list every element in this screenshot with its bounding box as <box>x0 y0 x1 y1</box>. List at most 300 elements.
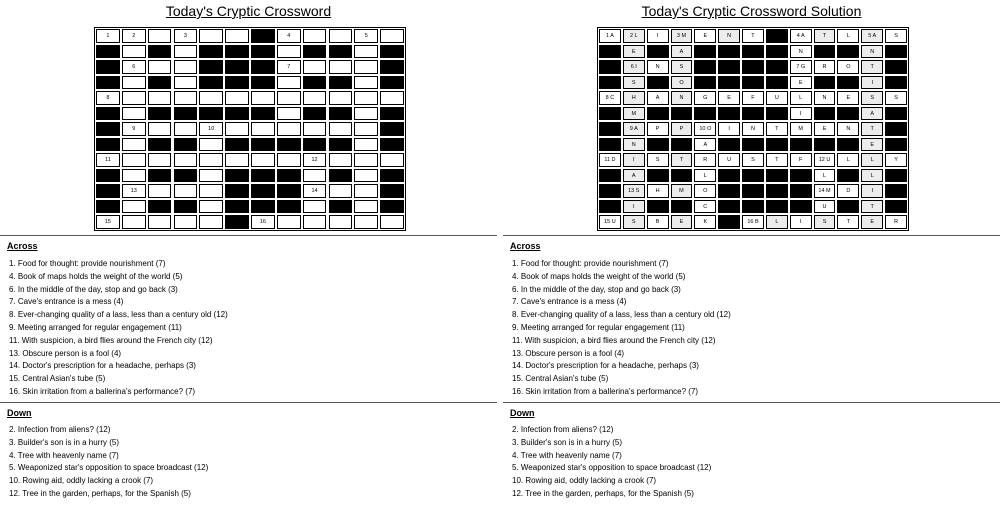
block-cell <box>174 169 198 183</box>
grid-cell <box>837 215 859 229</box>
block-cell <box>380 60 404 74</box>
grid-cell <box>354 200 378 214</box>
grid-cell <box>790 107 812 121</box>
block-cell <box>885 60 907 74</box>
grid-cell <box>718 29 740 43</box>
block-cell <box>742 138 764 152</box>
grid-cell <box>885 91 907 105</box>
block-cell <box>251 107 275 121</box>
cell-label: E <box>822 126 827 133</box>
block-cell <box>814 107 836 121</box>
block-cell <box>885 45 907 59</box>
cell-label: N <box>846 126 851 133</box>
grid-cell <box>225 29 249 43</box>
down-clue: 10. Rowing aid, oddly lacking a crook (7) <box>9 476 154 486</box>
grid-cell <box>174 91 198 105</box>
block-cell <box>96 184 120 198</box>
cell-label: 2 L <box>629 33 638 39</box>
block-cell <box>599 76 621 90</box>
grid-cell <box>599 29 621 43</box>
grid-cell <box>861 29 883 43</box>
grid-cell <box>694 200 716 214</box>
cell-label: C <box>703 203 708 210</box>
cell-label: T <box>870 126 874 133</box>
grid-cell <box>861 45 883 59</box>
grid-cell <box>623 153 645 167</box>
grid-cell <box>303 169 327 183</box>
grid-cell <box>623 169 645 183</box>
block-cell <box>251 60 275 74</box>
grid-cell <box>329 29 353 43</box>
cell-label: Y <box>894 157 898 164</box>
block-cell <box>814 76 836 90</box>
block-cell <box>742 184 764 198</box>
grid-cell <box>599 91 621 105</box>
cell-label: 16 <box>259 219 266 226</box>
block-cell <box>96 60 120 74</box>
block-cell <box>225 107 249 121</box>
cell-label: F <box>799 157 803 164</box>
grid-cell <box>354 29 378 43</box>
grid-cell <box>790 29 812 43</box>
divider <box>0 402 497 403</box>
block-cell <box>718 184 740 198</box>
cell-label: 5 A <box>868 33 877 39</box>
block-cell <box>837 169 859 183</box>
block-cell <box>225 169 249 183</box>
block-cell <box>148 169 172 183</box>
block-cell <box>225 76 249 90</box>
block-cell <box>380 169 404 183</box>
grid-cell <box>354 122 378 136</box>
block-cell <box>814 138 836 152</box>
grid-cell <box>837 60 859 74</box>
cell-label: 1 A <box>605 33 614 39</box>
grid-cell <box>861 91 883 105</box>
block-cell <box>277 138 301 152</box>
cell-label: I <box>633 157 635 164</box>
block-cell <box>251 200 275 214</box>
block-cell <box>174 107 198 121</box>
cell-label: 14 <box>311 188 318 195</box>
grid-cell <box>623 60 645 74</box>
grid-cell <box>861 215 883 229</box>
solution-grid <box>597 27 909 231</box>
cell-label: L <box>846 157 850 164</box>
grid-cell <box>766 215 788 229</box>
grid-cell <box>647 29 669 43</box>
grid-cell <box>122 29 146 43</box>
grid-cell <box>122 107 146 121</box>
cell-label: 7 G <box>796 64 806 71</box>
grid-cell <box>599 153 621 167</box>
block-cell <box>599 45 621 59</box>
cell-label: I <box>799 219 802 226</box>
grid-cell <box>647 122 669 136</box>
grid-cell <box>742 122 764 136</box>
grid-cell <box>277 29 301 43</box>
grid-cell <box>199 122 223 136</box>
cell-label: T <box>775 126 779 133</box>
cell-label: 7 <box>287 64 291 71</box>
block-cell <box>277 200 301 214</box>
across-clue: 6. In the middle of the day, stop and go back (3) <box>9 284 178 294</box>
across-heading: Across <box>7 241 38 251</box>
block-cell <box>647 138 669 152</box>
grid-cell <box>329 215 353 229</box>
cell-label: E <box>679 219 684 226</box>
grid-cell <box>122 91 146 105</box>
block-cell <box>837 200 859 214</box>
grid-cell <box>354 91 378 105</box>
block-cell <box>647 45 669 59</box>
block-cell <box>837 76 859 90</box>
grid-cell <box>837 122 859 136</box>
cell-label: R <box>822 64 827 71</box>
block-cell <box>742 107 764 121</box>
cell-label: 5 <box>364 33 368 39</box>
cell-label: U <box>727 157 732 164</box>
block-cell <box>718 107 740 121</box>
grid-cell <box>303 153 327 167</box>
cell-label: 16 B <box>747 219 759 226</box>
grid-cell <box>837 29 859 43</box>
across-clue: 11. With suspicion, a bird flies around the French city (12) <box>512 335 716 345</box>
grid-cell <box>199 215 223 229</box>
grid-cell <box>225 91 249 105</box>
cell-label: S <box>894 33 898 39</box>
cell-label: S <box>870 95 875 102</box>
grid-cell <box>790 76 812 90</box>
cell-label: L <box>775 219 779 226</box>
cell-label: 8 C <box>605 95 615 102</box>
grid-cell <box>790 45 812 59</box>
cell-label: 11 D <box>604 157 616 164</box>
block-cell <box>837 138 859 152</box>
cell-label: L <box>870 157 874 164</box>
grid-cell <box>148 184 172 198</box>
across-clue: 15. Central Asian's tube (5) <box>9 374 106 384</box>
across-clue: 4. Book of maps holds the weight of the world (5) <box>9 271 183 281</box>
cell-label: U <box>822 203 827 210</box>
grid-cell <box>694 184 716 198</box>
cell-label: 4 A <box>796 33 805 39</box>
cell-label: B <box>655 219 660 226</box>
block-cell <box>885 76 907 90</box>
grid-cell <box>766 122 788 136</box>
across-clue: 9. Meeting arranged for regular engagement (11) <box>512 323 685 332</box>
cell-label: I <box>871 188 873 195</box>
cell-label: N <box>631 141 636 148</box>
block-cell <box>251 76 275 90</box>
block-cell <box>718 60 740 74</box>
grid-cell <box>885 153 907 167</box>
grid-cell <box>199 138 223 152</box>
block-cell <box>96 45 120 59</box>
grid-cell <box>174 60 198 74</box>
block-cell <box>718 138 740 152</box>
block-cell <box>885 169 907 183</box>
block-cell <box>790 138 812 152</box>
block-cell <box>718 76 740 90</box>
grid-cell <box>861 153 883 167</box>
grid-cell <box>671 76 693 90</box>
grid-cell <box>694 153 716 167</box>
block-cell <box>742 60 764 74</box>
cell-label: 3 M <box>676 33 687 39</box>
grid-cell <box>671 122 693 136</box>
block-cell <box>766 45 788 59</box>
grid-cell <box>122 45 146 59</box>
cell-label: E <box>631 48 636 55</box>
down-clue: 4. Tree with heavenly name (7) <box>512 450 622 460</box>
cell-label: T <box>870 64 874 71</box>
cell-label: I <box>871 79 873 86</box>
across-clue: 13. Obscure person is a fool (4) <box>512 348 625 358</box>
grid-cell <box>148 29 172 43</box>
grid-cell <box>790 91 812 105</box>
grid-cell <box>790 215 812 229</box>
cell-label: M <box>631 110 637 117</box>
block-cell <box>96 200 120 214</box>
block-cell <box>599 200 621 214</box>
block-cell <box>303 138 327 152</box>
grid-cell <box>199 169 223 183</box>
cell-label: S <box>631 219 636 226</box>
block-cell <box>599 169 621 183</box>
grid-cell <box>354 215 378 229</box>
block-cell <box>174 200 198 214</box>
grid-cell <box>148 153 172 167</box>
down-clue: 2. Infection from aliens? (12) <box>9 425 111 434</box>
block-cell <box>599 122 621 136</box>
cell-label: E <box>846 95 851 102</box>
cell-label: S <box>631 79 636 86</box>
grid-cell <box>303 91 327 105</box>
grid-cell <box>174 76 198 90</box>
block-cell <box>671 107 693 121</box>
grid-cell <box>861 76 883 90</box>
cell-label: 1 <box>106 33 110 39</box>
grid-cell <box>623 122 645 136</box>
across-clue: 16. Skin irritation from a ballerina's performance? (7) <box>9 387 196 396</box>
grid-cell <box>354 153 378 167</box>
cell-label: A <box>870 110 875 117</box>
cell-label: 6 <box>132 64 136 71</box>
grid-cell <box>354 76 378 90</box>
block-cell <box>199 107 223 121</box>
grid-cell <box>354 169 378 183</box>
grid-cell <box>148 60 172 74</box>
grid-cell <box>329 60 353 74</box>
across-clue: 1. Food for thought: provide nourishment (7) <box>512 259 669 268</box>
grid-cell <box>277 122 301 136</box>
puzzle-title: Today's Cryptic Crossword <box>165 3 332 19</box>
cell-label: 2 <box>132 33 136 39</box>
cell-label: N <box>679 95 684 102</box>
cell-label: S <box>655 157 660 164</box>
grid-cell <box>380 91 404 105</box>
grid-cell <box>790 153 812 167</box>
block-cell <box>742 45 764 59</box>
grid-cell <box>199 153 223 167</box>
grid-cell <box>277 215 301 229</box>
block-cell <box>790 184 812 198</box>
block-cell <box>225 200 249 214</box>
grid-cell <box>671 29 693 43</box>
block-cell <box>885 184 907 198</box>
block-cell <box>837 107 859 121</box>
cell-label: M <box>679 188 684 195</box>
across-clue: 11. With suspicion, a bird flies around the French city (12) <box>9 335 213 345</box>
across-clue: 13. Obscure person is a fool (4) <box>9 348 122 358</box>
cell-label: O <box>679 79 684 86</box>
block-cell <box>647 107 669 121</box>
block-cell <box>885 107 907 121</box>
grid-cell <box>380 29 404 43</box>
block-cell <box>277 169 301 183</box>
grid-cell <box>742 29 764 43</box>
puzzle-panel <box>0 0 497 514</box>
block-cell <box>96 169 120 183</box>
grid-cell <box>96 215 120 229</box>
block-cell <box>329 107 353 121</box>
grid-cell <box>122 122 146 136</box>
grid-cell <box>122 184 146 198</box>
grid-cell <box>623 138 645 152</box>
grid-cell <box>354 184 378 198</box>
down-clue: 3. Builder's son is in a hurry (5) <box>512 437 623 447</box>
cell-label: N <box>822 95 827 102</box>
block-cell <box>380 200 404 214</box>
cell-label: 9 A <box>629 126 638 133</box>
grid-cell <box>742 91 764 105</box>
cell-label: N <box>727 33 732 39</box>
grid-cell <box>885 215 907 229</box>
block-cell <box>225 60 249 74</box>
grid-cell <box>380 153 404 167</box>
grid-cell <box>814 60 836 74</box>
grid-cell <box>303 29 327 43</box>
block-cell <box>766 60 788 74</box>
block-cell <box>766 169 788 183</box>
down-clue: 10. Rowing aid, oddly lacking a crook (7) <box>512 476 657 486</box>
solution-panel <box>503 0 1000 514</box>
block-cell <box>329 138 353 152</box>
grid-cell <box>694 138 716 152</box>
grid-cell <box>174 215 198 229</box>
cell-label: I <box>656 33 659 39</box>
block-cell <box>329 76 353 90</box>
cell-label: S <box>751 157 755 164</box>
grid-cell <box>766 153 788 167</box>
grid-cell <box>837 91 859 105</box>
cell-label: M <box>798 126 803 133</box>
cell-label: 10 <box>208 126 215 133</box>
grid-cell <box>694 169 716 183</box>
cell-label: S <box>679 64 684 71</box>
block-cell <box>380 184 404 198</box>
across-clue: 4. Book of maps holds the weight of the world (5) <box>512 271 686 281</box>
grid-cell <box>96 91 120 105</box>
cell-label: 4 <box>287 33 291 39</box>
grid-cell <box>623 91 645 105</box>
cell-label: P <box>679 126 684 133</box>
cell-label: U <box>774 95 779 102</box>
block-cell <box>380 122 404 136</box>
block-cell <box>148 138 172 152</box>
block-cell <box>766 138 788 152</box>
block-cell <box>766 184 788 198</box>
block-cell <box>174 138 198 152</box>
cell-label: T <box>751 33 755 39</box>
grid-cell <box>599 215 621 229</box>
grid-cell <box>861 60 883 74</box>
across-clue: 14. Doctor's prescription for a headache, perhaps (3) <box>512 361 699 371</box>
grid-cell <box>694 215 716 229</box>
cell-label: R <box>703 157 708 164</box>
grid-cell <box>671 215 693 229</box>
grid-cell <box>623 29 645 43</box>
cell-label: E <box>727 95 731 102</box>
grid-cell <box>671 184 693 198</box>
cell-label: E <box>703 33 708 39</box>
grid-cell <box>742 215 764 229</box>
block-cell <box>742 200 764 214</box>
cell-label: G <box>703 95 708 102</box>
grid-cell <box>814 91 836 105</box>
grid-cell <box>277 76 301 90</box>
block-cell <box>766 200 788 214</box>
block-cell <box>251 169 275 183</box>
grid-cell <box>122 60 146 74</box>
grid-cell <box>837 184 859 198</box>
grid-cell <box>354 138 378 152</box>
block-cell <box>251 29 275 43</box>
grid-cell <box>122 138 146 152</box>
block-cell <box>380 45 404 59</box>
block-cell <box>647 76 669 90</box>
grid-cell <box>174 153 198 167</box>
cell-label: K <box>703 219 708 226</box>
cell-label: T <box>846 219 851 226</box>
block-cell <box>599 138 621 152</box>
block-cell <box>742 76 764 90</box>
grid-cell <box>199 200 223 214</box>
grid-cell <box>174 29 198 43</box>
grid-cell <box>718 122 740 136</box>
grid-cell <box>277 91 301 105</box>
cell-label: S <box>822 219 827 226</box>
grid-cell <box>647 91 669 105</box>
down-clue: 12. Tree in the garden, perhaps, for the Spanish (5) <box>512 489 694 498</box>
grid-cell <box>742 153 764 167</box>
grid-cell <box>814 122 836 136</box>
grid-cell <box>122 215 146 229</box>
grid-cell <box>329 184 353 198</box>
cell-label: 15 <box>104 219 111 226</box>
block-cell <box>251 184 275 198</box>
cell-label: I <box>728 126 730 133</box>
block-cell <box>380 138 404 152</box>
cell-label: P <box>655 126 660 133</box>
grid-cell <box>277 45 301 59</box>
block-cell <box>766 76 788 90</box>
cell-label: N <box>750 126 755 133</box>
block-cell <box>671 138 693 152</box>
across-clue: 15. Central Asian's tube (5) <box>512 374 609 384</box>
grid-cell <box>199 184 223 198</box>
